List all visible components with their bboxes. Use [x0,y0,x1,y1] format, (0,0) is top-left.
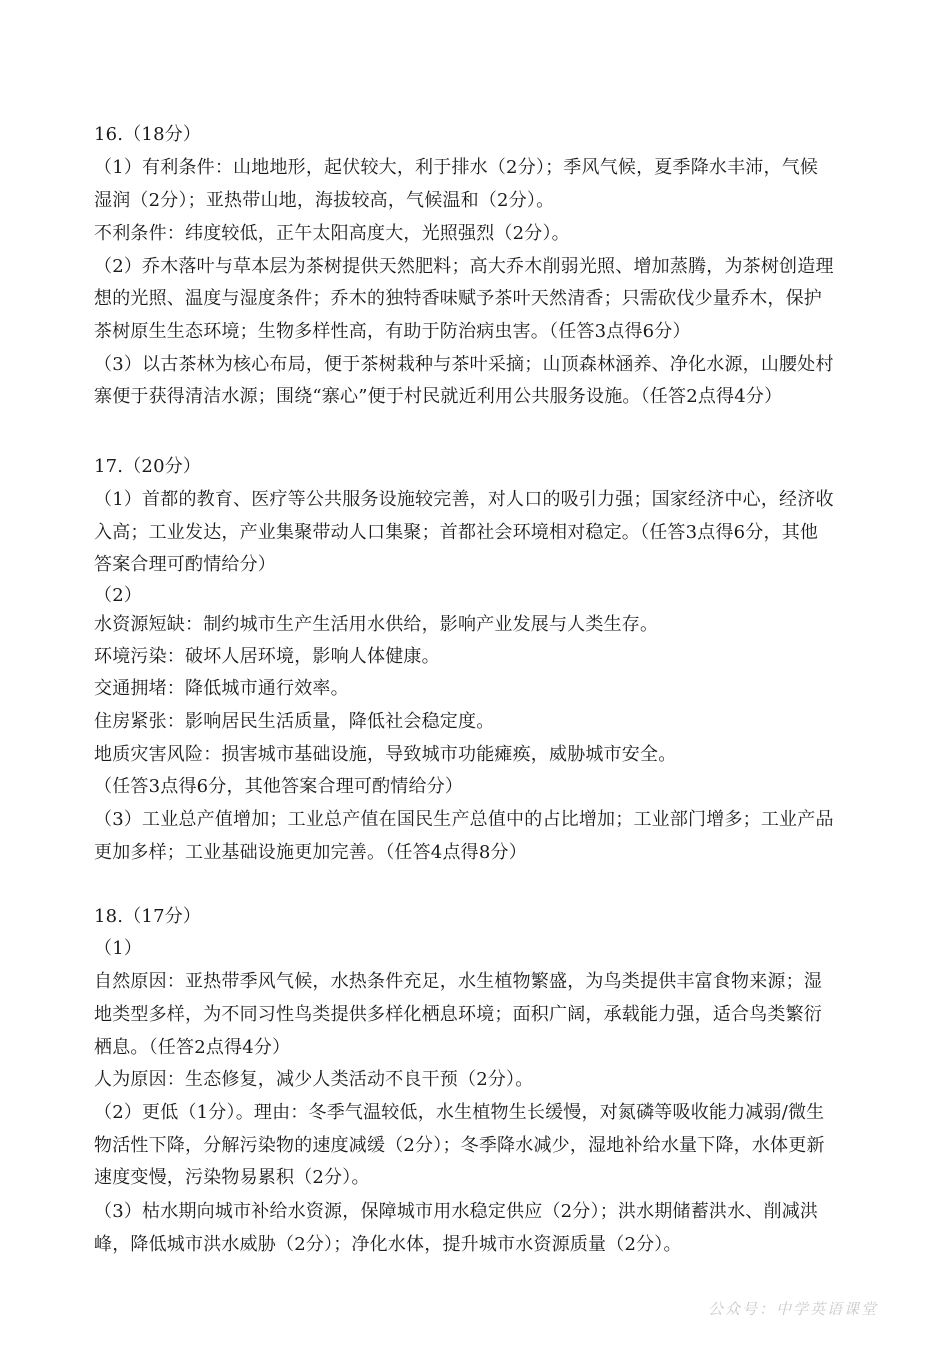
q16-line-3: 不利条件：纬度较低，正午太阳高度大，光照强烈（2分）。 [94,223,570,244]
watermark: 公众号：中学英语课堂 [707,1300,878,1318]
q17-line-11: （3）工业总产值增加；工业总产值在国民生产总值中的占比增加；工业部门增多；工业产品 [94,809,834,830]
q18-line-5: 人为原因：生态修复，减少人类活动不良干预（2分）。 [94,1069,534,1090]
q17-line-2: 入高；工业发达，产业集聚带动人口集聚；首都社会环境相对稳定。（任答3点得6分，其他 [94,522,819,543]
q16-line-1: （1）有利条件：山地地形，起伏较大，利于排水（2分）；季风气候，夏季降水丰沛，气候 [94,157,819,178]
q16-line-2: 湿润（2分）；亚热带山地，海拔较高，气候温和（2分）。 [94,190,555,211]
q18-line-1: （1） [94,938,143,959]
q17-line-12: 更加多样；工业基础设施更加完善。（任答4点得8分） [94,842,527,863]
q16-line-4: （2）乔木落叶与草本层为茶树提供天然肥料；高大乔木削弱光照、增加蒸腾，为茶树创造理 [94,256,834,277]
q17-title: 17.（20分） [94,456,202,477]
q17-line-6: 环境污染：破坏人居环境，影响人体健康。 [94,646,440,667]
q17-line-7: 交通拥堵：降低城市通行效率。 [94,678,349,699]
q18-line-9: （3）枯水期向城市补给水资源，保障城市用水稳定供应（2分）；洪水期储蓄洪水、削减洪 [94,1201,819,1222]
q16-title: 16.（18分） [94,124,202,145]
q18-line-8: 速度变慢，污染物易累积（2分）。 [94,1167,370,1188]
q18-line-10: 峰，降低城市洪水威胁（2分）；净化水体，提升城市水资源质量（2分）。 [94,1234,682,1255]
q17-line-1: （1）首都的教育、医疗等公共服务设施较完善，对人口的吸引力强；国家经济中心，经济收 [94,489,834,510]
q16-line-5: 想的光照、温度与湿度条件；乔木的独特香味赋予茶叶天然清香；只需砍伐少量乔木，保护 [94,288,822,309]
q16-line-8: 寨便于获得清洁水源；围绕“寨心”便于村民就近利用公共服务设施。（任答2点得4分） [94,386,783,407]
q18-line-4: 栖息。（任答2点得4分） [94,1037,291,1058]
q17-line-10: （任答3点得6分，其他答案合理可酌情给分） [94,776,464,797]
q17-line-3: 答案合理可酌情给分） [94,554,276,575]
q18-line-7: 物活性下降，分解污染物的速度减缓（2分）；冬季降水减少，湿地补给水量下降，水体更新 [94,1135,825,1156]
q18-title: 18.（17分） [94,906,202,927]
q17-line-8: 住房紧张：影响居民生活质量，降低社会稳定度。 [94,711,495,732]
q17-line-9: 地质灾害风险：损害城市基础设施，导致城市功能瘫痪，威胁城市安全。 [94,744,677,765]
q18-line-3: 地类型多样，为不同习性鸟类提供多样化栖息环境；面积广阔，承载能力强，适合鸟类繁衍 [94,1004,822,1025]
q16-line-6: 茶树原生生态环境；生物多样性高，有助于防治病虫害。（任答3点得6分） [94,321,691,342]
q17-line-5: 水资源短缺：制约城市生产生活用水供给，影响产业发展与人类生存。 [94,614,659,635]
q17-line-4: （2） [94,585,143,606]
q16-line-7: （3）以古茶林为核心布局，便于茶树栽种与茶叶采摘；山顶森林涵养、净化水源，山腰处村 [94,354,834,375]
q18-line-6: （2）更低（1分）。理由：冬季气温较低，水生植物生长缓慢，对氮磷等吸收能力减弱/微生 [94,1102,825,1123]
q18-line-2: 自然原因：亚热带季风气候，水热条件充足，水生植物繁盛，为鸟类提供丰富食物来源；湿 [94,971,822,992]
